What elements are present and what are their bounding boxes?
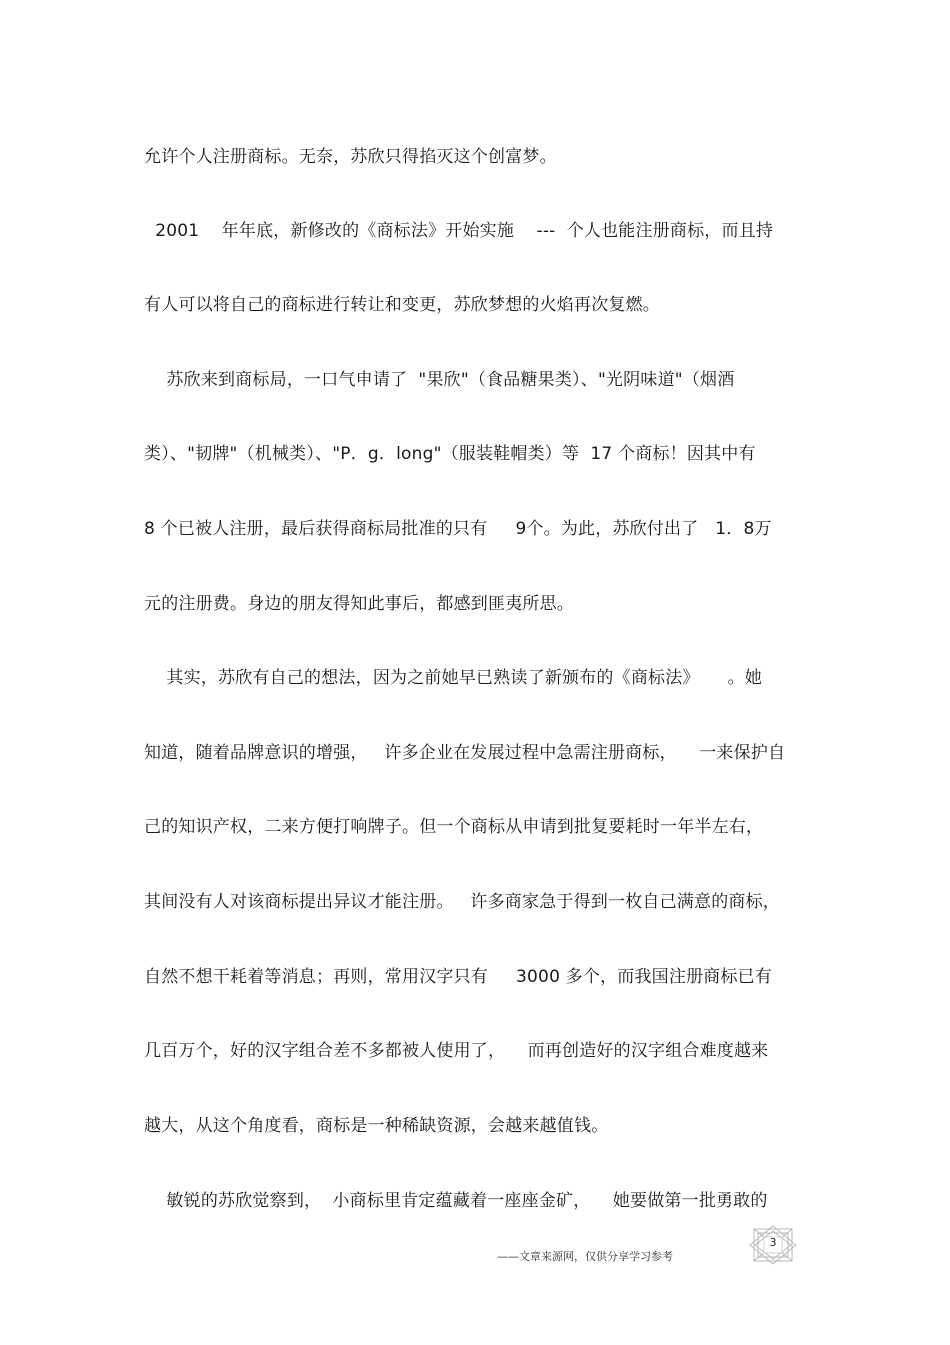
text-line: 其实，苏欣有自己的想法，因为之前她早已熟读了新颁布的《商标法》 。她 (144, 668, 763, 688)
text-line: 元的注册费。身边的朋友得知此事后，都感到匪夷所思。 (144, 594, 574, 614)
text-line: 己的知识产权，二来方便打响牌子。但一个商标从申请到批复要耗时一年半左右， (144, 817, 764, 837)
text-line: 8 个已被人注册，最后获得商标局批准的只有 9个。为此，苏欣付出了 1．8万 (144, 519, 772, 539)
text-line: 知道，随着品牌意识的增强， 许多企业在发展过程中急需注册商标， 一来保护自 (144, 743, 786, 763)
page-number-badge (748, 1225, 798, 1265)
text-line: 几百万个，好的汉字组合差不多都被人使用了， 而再创造好的汉字组合难度越来 (144, 1041, 769, 1061)
text-line: 2001 年年底，新修改的《商标法》开始实施 --- 个人也能注册商标，而且持 (144, 221, 774, 241)
text-line: 敏锐的苏欣觉察到， 小商标里肯定蕴藏着一座座金矿， 她要做第一批勇敢的 (144, 1191, 768, 1211)
text-line: 有人可以将自己的商标进行转让和变更，苏欣梦想的火焰再次复燃。 (144, 295, 660, 315)
text-line: 苏欣来到商标局，一口气申请了 "果欣"（食品糖果类）、"光阴味道"（烟酒 (144, 370, 735, 390)
footer-source-note: ——文章来源网，仅供分享学习参考 (497, 1250, 673, 1263)
text-line: 自然不想干耗着等消息；再则，常用汉字只有 3000 多个，而我国注册商标已有 (144, 967, 773, 987)
text-line: 越大，从这个角度看，商标是一种稀缺资源，会越来越值钱。 (144, 1116, 609, 1136)
text-line: 其间没有人对该商标提出异议才能注册。 许多商家急于得到一枚自己满意的商标， (144, 892, 781, 912)
text-line: 类）、"韧牌"（机械类）、"P．g．long"（服装鞋帽类）等 17 个商标！因其中有 (144, 444, 756, 464)
page-number: 3 (769, 1236, 777, 1249)
text-line: 允许个人注册商标。无奈，苏欣只得掐灭这个创富梦。 (144, 147, 557, 167)
